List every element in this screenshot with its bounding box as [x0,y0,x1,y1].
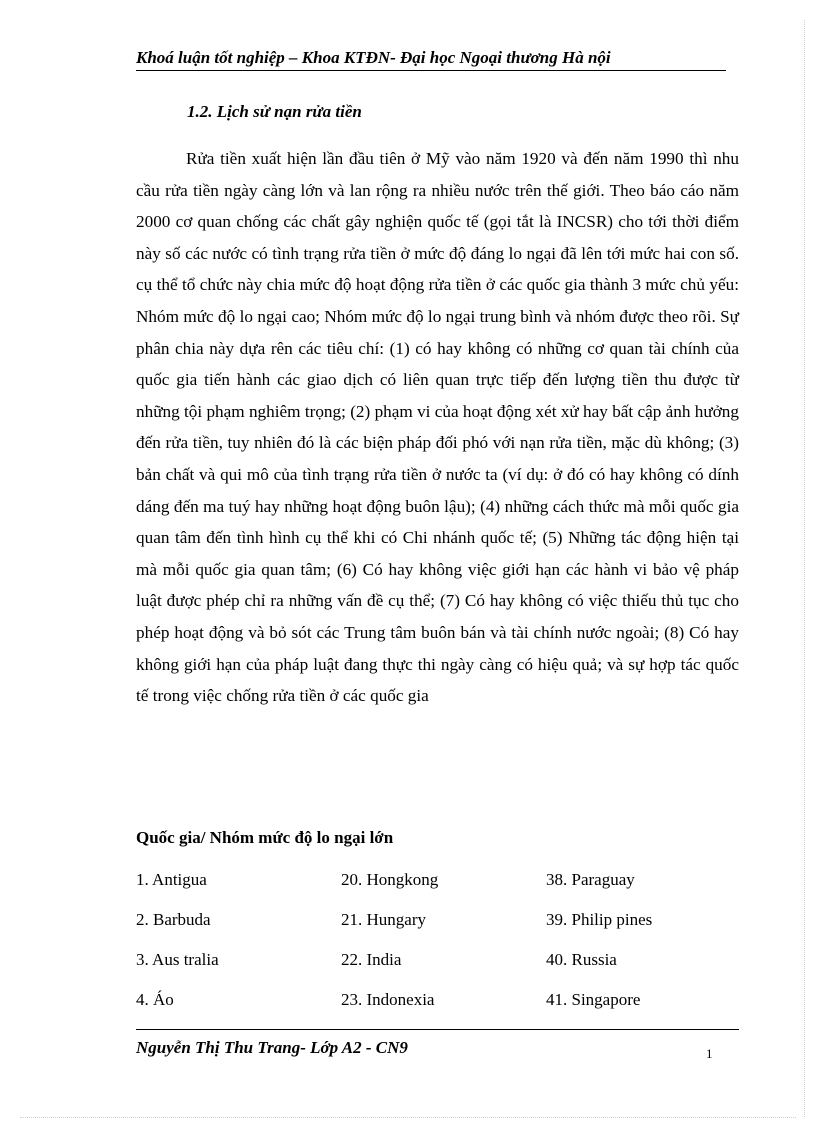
page-border-bottom [20,1117,796,1118]
country-item: 2. Barbuda [136,910,211,929]
country-item: 41. Singapore [546,990,641,1009]
footer-author: Nguyễn Thị Thu Trang- Lớp A2 - CN9 [136,1038,408,1057]
country-item: 22. India [341,950,402,969]
country-item: 38. Paraguay [546,870,635,889]
country-item: 40. Russia [546,950,617,969]
body-paragraph: Rửa tiền xuất hiện lần đầu tiên ở Mỹ vào năm 1920 và đến năm 1990 thì nhu cầu rửa tiền ngày càng lớn và lan rộng ra nhiều nước trên thế giới. Theo báo cáo năm 2000 cơ quan chống các chất gây nghiện quốc tế (gọi tắt là INCSR) cho tới thời điểm này số các nước có tình trạng rửa tiền ở mức độ đáng lo ngại đã lên tới mức hai con số. cụ thể tổ chức này chia mức độ hoạt động rửa tiền ở các quốc gia thành 3 mức chủ yếu: Nhóm mức độ lo ngại cao; Nhóm mức độ lo ngại trung bình và nhóm được theo rõi. Sự phân chia này dựa rên các tiêu chí: (1) có hay không có những cơ quan tài chính của quốc gia tiến hành các giao dịch có liên quan trực tiếp đến lượng tiền thu được từ những tội phạm nghiêm trọng; (2) phạm vi của hoạt động xét xử hay bất cập ảnh hưởng đến rửa tiền, tuy nhiên đó là các biện pháp đối phó với nạn rửa tiền, mặc dù không; (3) bản chất và qui mô của tình trạng rửa tiền ở nước ta (ví dụ: ở đó có hay không có dính dáng đến ma tuý hay những hoạt động buôn lậu); (4) những cách thức mà mỗi quốc gia quan tâm đến tình hình cụ thể khi có Chi nhánh quốc tế; (5) Những tác động hiện tại mà mỗi quốc gia quan tâm; (6) Có hay không việc giới hạn các hành vi bảo vệ pháp luật được phép chỉ ra những vấn đề cụ thể; (7) Có hay không có việc thiếu thủ tục cho phép hoạt động và bỏ sót các Trung tâm buôn bán và tài chính nước ngoài; (8) Có hay không giới hạn của pháp luật đang thực thi ngày càng có hiệu quả; và sự hợp tác quốc tế trong việc chống rửa tiền ở các quốc gia [136,149,739,706]
country-item: 20. Hongkong [341,870,439,889]
page-border-right [804,20,805,1117]
country-item: 39. Philip pines [546,910,653,929]
country-item: 3. Aus tralia [136,950,219,969]
page-number: 1 [706,1046,713,1061]
document-header: Khoá luận tốt nghiệp – Khoa KTĐN- Đại học Ngoại thương Hà nội [136,48,726,71]
footer-divider [136,1029,739,1030]
section-title: 1.2. Lịch sử nạn rửa tiền [187,102,362,121]
country-item: 23. Indonexia [341,990,435,1009]
country-list-title: Quốc gia/ Nhóm mức độ lo ngại lớn [136,828,394,847]
country-item: 1. Antigua [136,870,207,889]
country-item: 21. Hungary [341,910,426,929]
country-item: 4. Áo [136,990,174,1009]
